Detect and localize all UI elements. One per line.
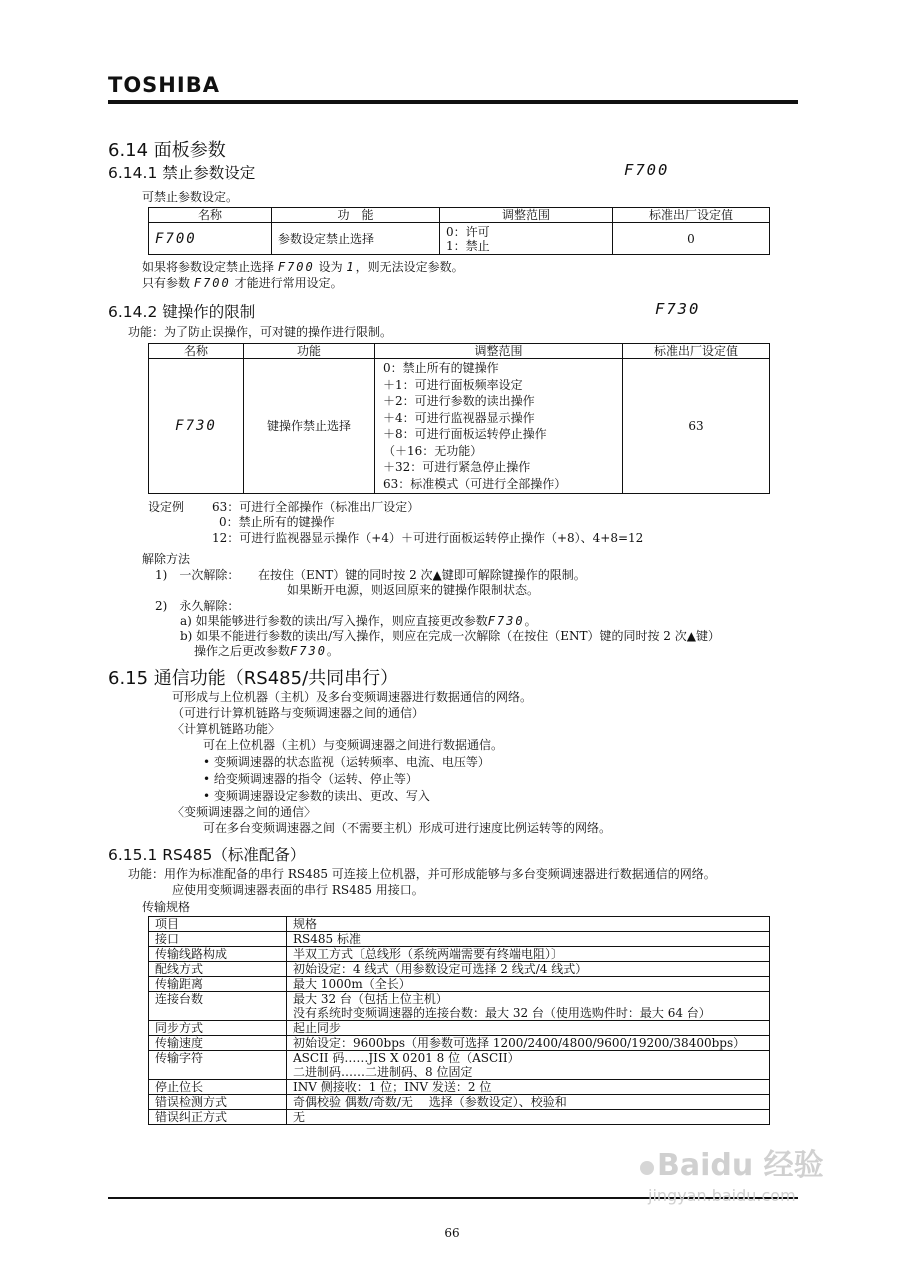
spec-value-line: 二进制码……二进制码、8 位固定 (293, 1065, 473, 1079)
body-line: 可在上位机器（主机）与变频调速器之间进行数据通信。 (203, 738, 504, 752)
section-6-14-title: 6.14 面板参数 (108, 140, 226, 161)
release-label: 解除方法 (142, 552, 191, 566)
spec-row (149, 1021, 770, 1036)
cell-function: 参数设定禁止选择 (272, 223, 440, 255)
body-line: 功能：用作为标准配备的串行 RS485 可连接上位机器，并可形成能够与多台变频调速器进行数据通信的网络。 (128, 867, 716, 881)
spec-item: 同步方式 (149, 1021, 287, 1036)
range-line: （＋16：无功能） (383, 443, 483, 458)
spec-row (149, 992, 770, 1021)
section-6-14-2-title: 6.14.2 键操作的限制 (108, 303, 256, 321)
spec-value-line: 没有系统时变频调速器的连接台数：最大 32 台（使用选购件时：最大 64 台） (293, 1006, 711, 1020)
example-label: 设定例 (148, 500, 185, 514)
spec-item: 错误检测方式 (149, 1095, 287, 1110)
example-line: 12：可进行监视器显示操作（+4）＋可进行面板运转停止操作（+8）、4+8=12 (212, 531, 644, 545)
spec-value (287, 992, 770, 1021)
spec-row (149, 947, 770, 962)
release-2-label: 2) 永久解除： (155, 599, 240, 613)
f730-table (148, 343, 770, 494)
subheading: 〈变频调速器之间的通信〉 (172, 805, 317, 819)
bullet-text: 给变频调速器的指令（运转、停止等） (213, 772, 418, 786)
param-code-f730: F730 (655, 300, 701, 318)
spec-value: 初始设定：4 线式（用参数设定可选择 2 线式/4 线式） (287, 962, 770, 977)
intro-text: 可禁止参数设定。 (142, 190, 239, 204)
section-6-14-1-title: 6.14.1 禁止参数设定 (108, 164, 256, 182)
header-rule (108, 100, 798, 104)
f700-table (148, 207, 770, 255)
th-name: 名称 (149, 344, 244, 359)
note-text: 如果将参数设定禁止选择 (142, 260, 275, 274)
example-line: 0：禁止所有的键操作 (219, 515, 335, 529)
spec-item: 传输速度 (149, 1036, 287, 1051)
release-b-text: 操作之后更改参数 (194, 644, 291, 658)
subheading: 〈计算机链路功能〉 (172, 722, 281, 736)
th-function: 功能 (244, 344, 375, 359)
spec-item: 项目 (149, 917, 287, 932)
bullet-text: 变频调速器设定参数的读出、更改、写入 (213, 789, 430, 803)
bullet-text: 变频调速器的状态监视（运转频率、电流、电压等） (213, 755, 490, 769)
spec-value: INV 侧接收：1 位；INV 发送：2 位 (287, 1080, 770, 1095)
body-line: 应使用变频调速器表面的串行 RS485 用接口。 (172, 883, 424, 897)
cell-name: F730 (149, 359, 244, 494)
page-number: 66 (444, 1226, 460, 1240)
spec-value: 半双工方式〔总线形（系统两端需要有终端电阻）〕 (287, 947, 770, 962)
note-line-2 (142, 276, 343, 291)
spec-table (148, 916, 770, 1125)
body-line: （可进行计算机链路与变频调速器之间的通信） (172, 706, 425, 720)
note-text: 设为 (318, 260, 343, 274)
th-default: 标准出厂设定值 (623, 344, 770, 359)
spec-value: 无 (287, 1110, 770, 1125)
range-line: ＋8：可进行面板运转停止操作 (383, 427, 547, 441)
cell-range (440, 223, 613, 255)
spec-label: 传输规格 (142, 900, 191, 914)
release-1-line: 如果断开电源，则返回原来的键操作限制状态。 (287, 583, 540, 597)
note-code: F700 (193, 276, 231, 290)
spec-item: 传输距离 (149, 977, 287, 992)
release-b-code: F730 (290, 644, 327, 658)
range-line: ＋2：可进行参数的读出操作 (383, 394, 535, 408)
range-line: 0：禁止所有的键操作 (383, 361, 499, 375)
spec-item: 接口 (149, 932, 287, 947)
intro-text: 功能：为了防止误操作，可对键的操作进行限制。 (128, 325, 393, 339)
watermark (640, 1140, 824, 1205)
range-line: 0：许可 (446, 224, 490, 239)
section-6-15-1-title: 6.15.1 RS485（标准配备） (108, 846, 306, 864)
bullet-item: • 变频调速器设定参数的读出、更改、写入 (203, 789, 430, 803)
note-line-1 (142, 260, 464, 275)
note-text: ，则无法设定参数。 (355, 260, 464, 274)
watermark-brand: Baidu 经验 (657, 1148, 824, 1183)
release-a-code: F730 (487, 614, 525, 628)
cell-name: F700 (149, 223, 272, 255)
spec-value: RS485 标准 (287, 932, 770, 947)
range-line: ＋1：可进行面板频率设定 (383, 377, 523, 392)
range-line: ＋32：可进行紧急停止操作 (383, 460, 531, 474)
spec-row (149, 1080, 770, 1095)
spec-row (149, 977, 770, 992)
note-value: 1 (346, 260, 356, 274)
release-b-end: 。 (326, 644, 339, 658)
th-function: 功 能 (272, 208, 440, 223)
bullet-item: • 变频调速器的状态监视（运转频率、电流、电压等） (203, 755, 490, 769)
release-b-line: b) 如果不能进行参数的读出/写入操作，则应在完成一次解除（在按住（ENT）键的同时按 2 次▲键） (180, 629, 720, 643)
cell-function: 键操作禁止选择 (244, 359, 375, 494)
range-line: 63：标准模式（可进行全部操作） (383, 476, 567, 491)
spec-value: 最大 1000m（全长） (287, 977, 770, 992)
range-line: 1：禁止 (446, 238, 490, 253)
spec-row (149, 962, 770, 977)
spec-item: 传输线路构成 (149, 947, 287, 962)
cell-default: 0 (613, 223, 770, 255)
cell-range (375, 359, 623, 494)
spec-value: 奇偶校验 偶数/奇数/无 选择（参数设定）、校验和 (287, 1095, 770, 1110)
spec-row (149, 932, 770, 947)
spec-item: 错误纠正方式 (149, 1110, 287, 1125)
note-text: 只有参数 (142, 276, 191, 290)
th-name: 名称 (149, 208, 272, 223)
param-code-f700: F700 (624, 161, 670, 179)
release-a (180, 614, 537, 629)
th-range: 调整范围 (440, 208, 613, 223)
spec-item: 停止位长 (149, 1080, 287, 1095)
example-line: 63：可进行全部操作（标准出厂设定） (212, 500, 420, 514)
spec-item: 连接台数 (149, 992, 287, 1021)
release-1-line: 在按住（ENT）键的同时按 2 次▲键即可解除键操作的限制。 (258, 568, 586, 582)
cell-default: 63 (623, 359, 770, 494)
section-6-15-title: 6.15 通信功能（RS485/共同串行） (108, 668, 399, 689)
th-range: 调整范围 (375, 344, 623, 359)
release-a-text: a) 如果能够进行参数的读出/写入操作，则应直接更改参数 (180, 614, 488, 628)
note-text: 才能进行常用设定。 (234, 276, 343, 290)
spec-value-line: 最大 32 台（包括上位主机） (293, 992, 448, 1006)
release-a-end: 。 (524, 614, 537, 628)
spec-item: 配线方式 (149, 962, 287, 977)
body-line: 可在多台变频调速器之间（不需要主机）形成可进行速度比例运转等的网络。 (203, 821, 612, 835)
paw-icon (640, 1161, 654, 1175)
release-b-line2 (194, 644, 339, 659)
spec-value-line: ASCII 码……JIS X 0201 8 位（ASCII） (293, 1051, 520, 1065)
note-code: F700 (277, 260, 315, 274)
body-line: 可形成与上位机器（主机）及多台变频调速器进行数据通信的网络。 (172, 690, 533, 704)
spec-value: 起止同步 (287, 1021, 770, 1036)
spec-value: 初始设定：9600bps（用参数可选择 1200/2400/4800/9600/19200/38400bps） (287, 1036, 770, 1051)
spec-item: 传输字符 (149, 1051, 287, 1080)
bullet-item: • 给变频调速器的指令（运转、停止等） (203, 772, 418, 786)
watermark-url: jingyan.baidu.com (648, 1186, 796, 1205)
spec-row (149, 1095, 770, 1110)
spec-value: 规格 (287, 917, 770, 932)
spec-row (149, 1110, 770, 1125)
brand-logo: TOSHIBA (108, 73, 220, 97)
spec-value (287, 1051, 770, 1080)
th-default: 标准出厂设定值 (613, 208, 770, 223)
range-line: ＋4：可进行监视器显示操作 (383, 410, 535, 425)
release-1-label: 1) 一次解除： (155, 568, 240, 582)
spec-row (149, 1036, 770, 1051)
spec-row (149, 917, 770, 932)
spec-row (149, 1051, 770, 1080)
